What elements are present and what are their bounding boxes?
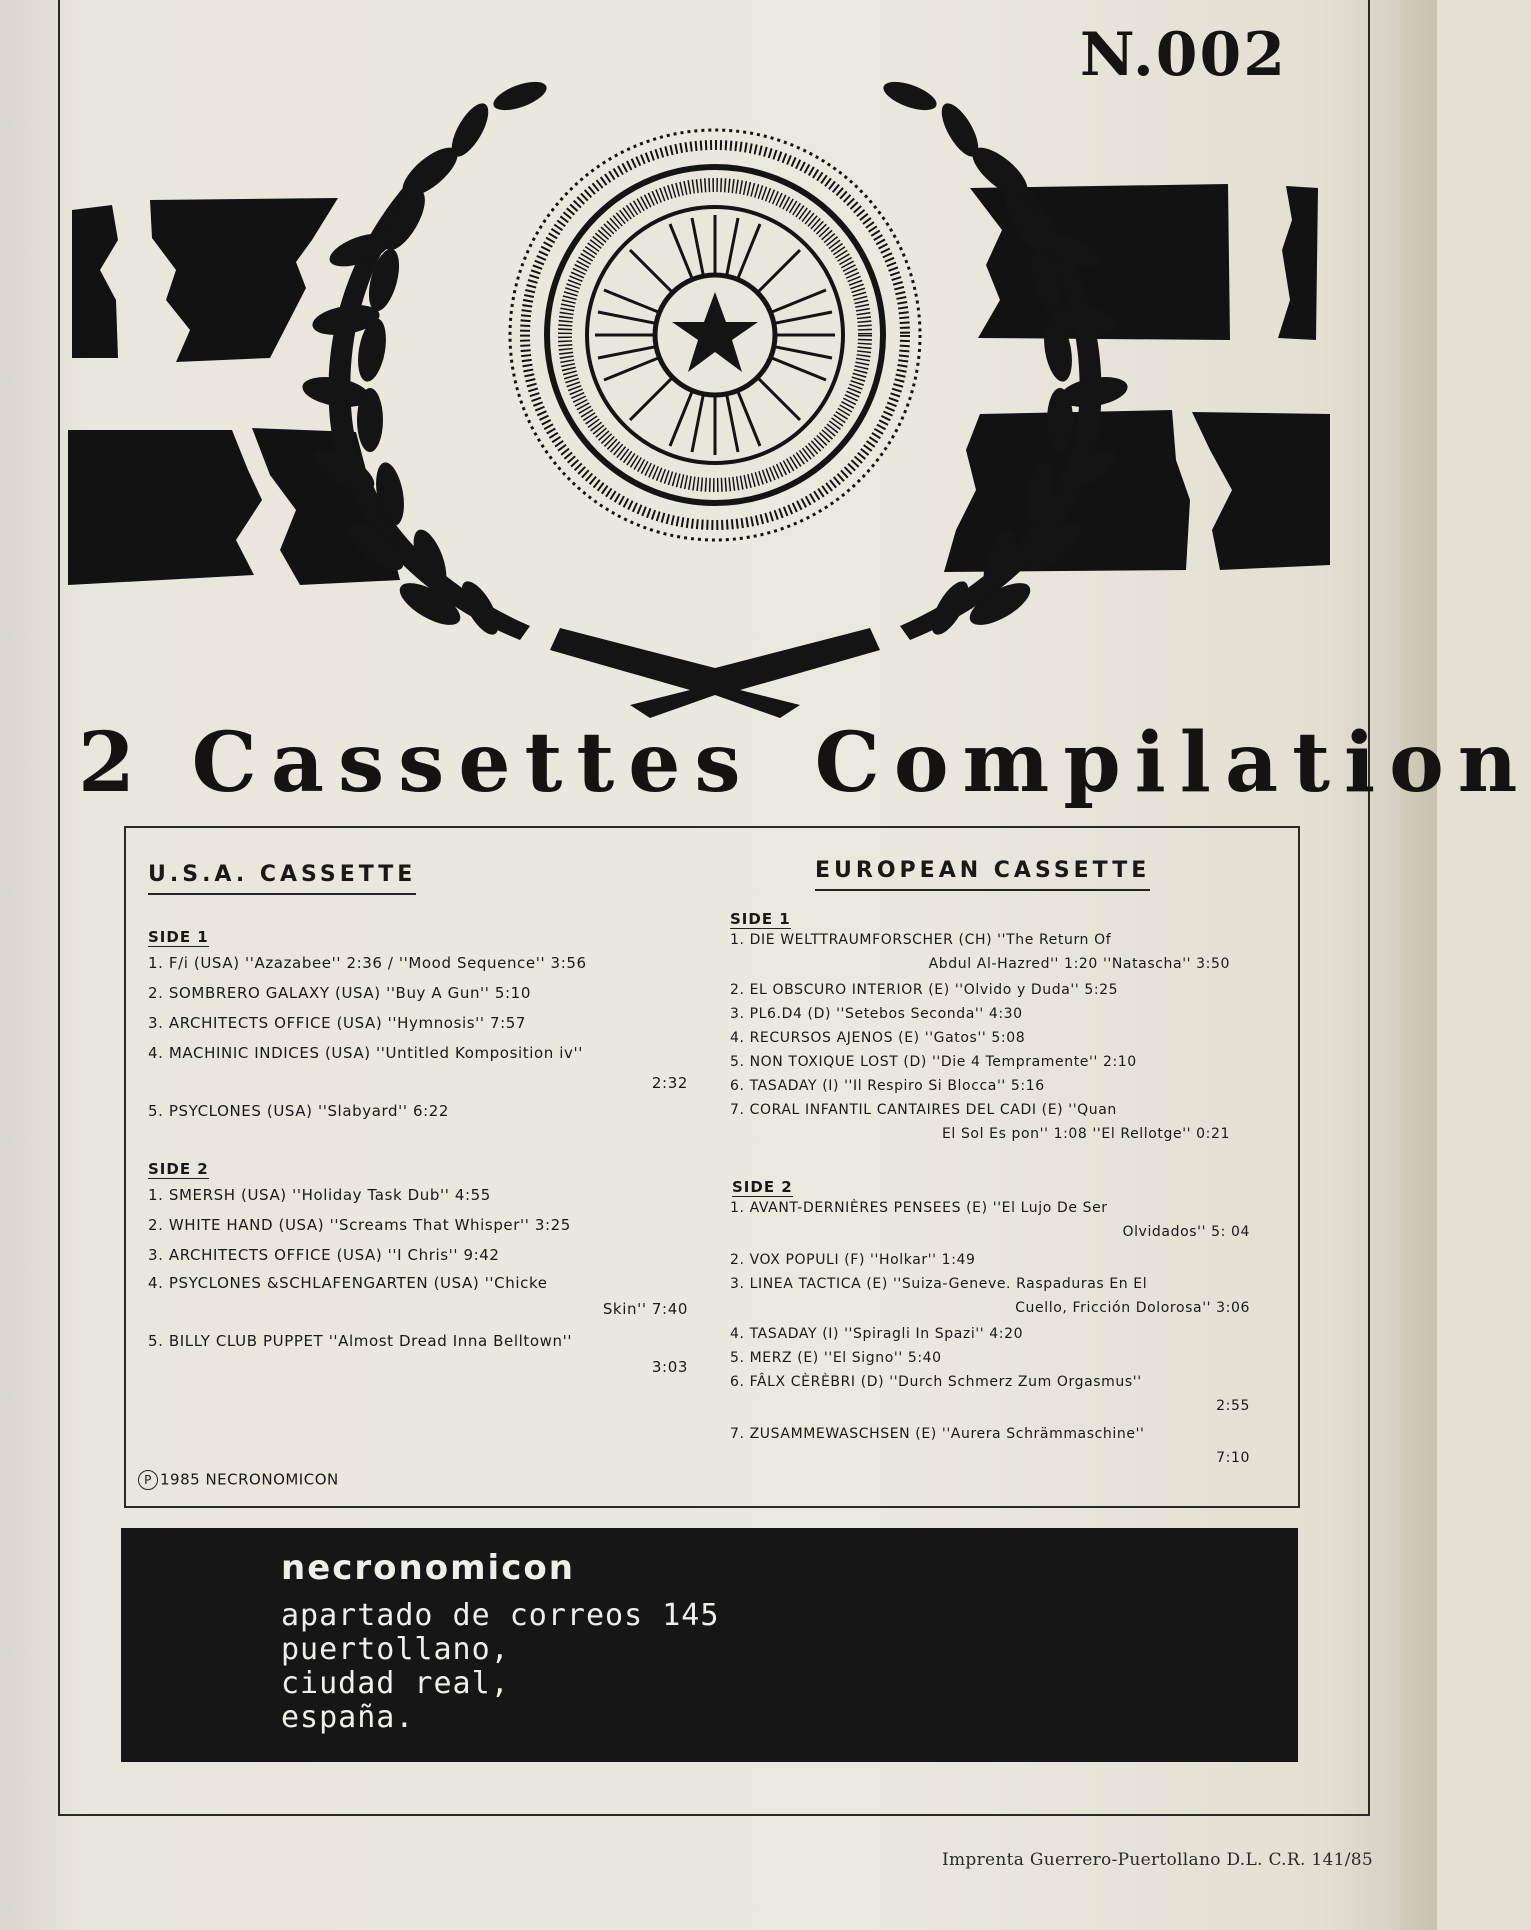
- eu-s1-track-5: 5. NON TOXIQUE LOST (D) ''Die 4 Tempramente'' 2:10: [730, 1054, 1137, 1070]
- eu-s2-track-2: 2. VOX POPULI (F) ''Holkar'' 1:49: [730, 1252, 976, 1268]
- label-contact-box: [121, 1528, 1298, 1762]
- eu-s2-track-3: 3. LINEA TACTICA (E) ''Suiza-Geneve. Raspaduras En El Cuello, Fricción Dolorosa'' 3:06: [730, 1276, 1250, 1316]
- torn-band-left-top: [72, 198, 338, 362]
- address-line-3: ciudad real,: [281, 1666, 510, 1701]
- usa-s2-track-4: 4. PSYCLONES &SCHLAFENGARTEN (USA) ''Chicke Skin'' 7:40: [148, 1274, 688, 1318]
- eu-s1-track-3: 3. PL6.D4 (D) ''Setebos Seconda'' 4:30: [730, 1006, 1023, 1022]
- eu-side1-label: SIDE 1: [730, 910, 791, 928]
- usa-s2-track-5: 5. BILLY CLUB PUPPET ''Almost Dread Inna Belltown'' 3:03: [148, 1332, 688, 1376]
- usa-s2-track-3: 3. ARCHITECTS OFFICE (USA) ''I Chris'' 9:42: [148, 1246, 500, 1264]
- printer-credit: Imprenta Guerrero-Puertollano D.L. C.R. 141/85: [941, 1850, 1373, 1870]
- wreath-ribbon: [550, 628, 880, 718]
- usa-s2-track-1: 1. SMERSH (USA) ''Holiday Task Dub'' 4:55: [148, 1186, 491, 1204]
- copyright-text: 1985 NECRONOMICON: [160, 1470, 339, 1489]
- phonogram-icon: P: [138, 1470, 158, 1490]
- eu-s1-track-6: 6. TASADAY (I) ''Il Respiro Si Blocca'' 5:16: [730, 1078, 1045, 1094]
- usa-s2-track-2: 2. WHITE HAND (USA) ''Screams That Whisper'' 3:25: [148, 1216, 571, 1234]
- eu-side2-label: SIDE 2: [732, 1178, 793, 1196]
- usa-s1-track-2: 2. SOMBRERO GALAXY (USA) ''Buy A Gun'' 5:10: [148, 984, 531, 1002]
- address-line-1: apartado de correos 145: [281, 1598, 720, 1633]
- usa-cassette-title: U.S.A. CASSETTE: [148, 862, 416, 895]
- copyright-notice: [138, 1470, 339, 1490]
- eu-s2-track-4: 4. TASADAY (I) ''Spiragli In Spazi'' 4:20: [730, 1326, 1024, 1342]
- usa-s1-track-4: 4. MACHINIC INDICES (USA) ''Untitled Komposition iv'' 2:32: [148, 1044, 688, 1092]
- european-cassette-title: EUROPEAN CASSETTE: [815, 858, 1150, 891]
- eu-s1-track-1: 1. DIE WELTTRAUMFORSCHER (CH) ''The Return Of Abdul Al-Hazred'' 1:20 ''Natascha'' 3:50: [730, 932, 1230, 972]
- header-artwork: [0, 0, 1437, 720]
- usa-s1-track-1: 1. F/i (USA) ''Azazabee'' 2:36 / ''Mood Sequence'' 3:56: [148, 954, 587, 972]
- address-line-2: puertollano,: [281, 1632, 510, 1667]
- usa-s1-track-3: 3. ARCHITECTS OFFICE (USA) ''Hymnosis'' 7:57: [148, 1014, 527, 1032]
- address-line-4: españa.: [281, 1700, 415, 1735]
- eu-s1-track-7: 7. CORAL INFANTIL CANTAIRES DEL CADI (E) ''Quan El Sol Es pon'' 1:08 ''El Rellotge'' 0:21: [730, 1102, 1230, 1142]
- title-word-2: Compilation: [814, 715, 1531, 811]
- label-name: necronomicon: [281, 1548, 575, 1588]
- eu-s2-track-6: 6. FÂLX CÈRÈBRI (D) ''Durch Schmerz Zum Orgasmus'' 2:55: [730, 1374, 1250, 1414]
- eu-s1-track-2: 2. EL OBSCURO INTERIOR (E) ''Olvido y Duda'' 5:25: [730, 982, 1119, 998]
- usa-side2-label: SIDE 2: [148, 1160, 209, 1178]
- catalog-number: N.002: [1079, 20, 1287, 90]
- sun-seal: [510, 130, 920, 540]
- usa-side1-label: SIDE 1: [148, 928, 209, 946]
- main-title: [78, 715, 1531, 811]
- tracklist-box: [124, 826, 1300, 1508]
- usa-s1-track-5: 5. PSYCLONES (USA) ''Slabyard'' 6:22: [148, 1102, 450, 1120]
- eu-s2-track-5: 5. MERZ (E) ''El Signo'' 5:40: [730, 1350, 942, 1366]
- title-word-1: 2 Cassettes: [78, 715, 755, 811]
- eu-s2-track-7: 7. ZUSAMMEWASCHSEN (E) ''Aurera Schrämmaschine'' 7:10: [730, 1426, 1250, 1466]
- eu-s2-track-1: 1. AVANT-DERNIÈRES PENSEES (E) ''El Lujo De Ser Olvidados'' 5: 04: [730, 1200, 1250, 1240]
- eu-s1-track-4: 4. RECURSOS AJENOS (E) ''Gatos'' 5:08: [730, 1030, 1026, 1046]
